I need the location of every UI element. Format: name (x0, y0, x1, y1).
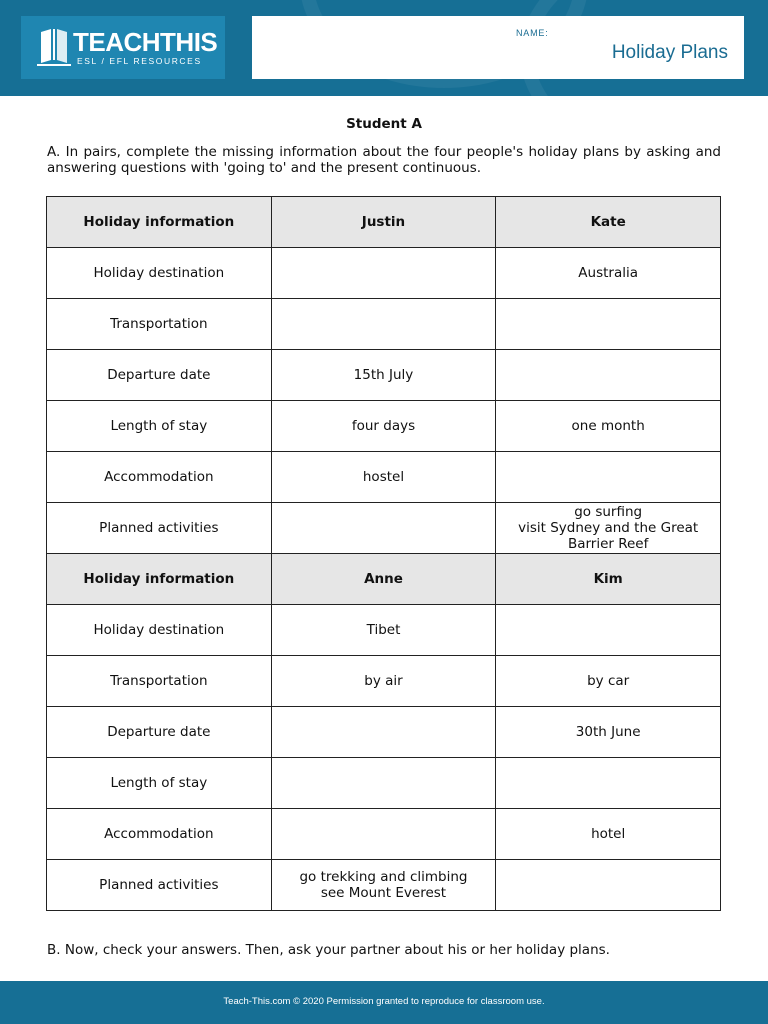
table-row (47, 809, 721, 860)
table-cell[interactable] (271, 809, 496, 860)
table-cell: go surfing visit Sydney and the Great Barrier Reef (496, 503, 721, 554)
table-cell[interactable] (271, 248, 496, 299)
header-band (0, 0, 768, 96)
table-cell[interactable] (496, 860, 721, 911)
table-cell: Australia (496, 248, 721, 299)
table-cell[interactable] (271, 503, 496, 554)
row-label-cell: Planned activities (47, 503, 272, 554)
book-icon (37, 26, 71, 66)
instructions-a: A. In pairs, complete the missing information about the four people's holiday plans by asking and answering questions with 'going to' and the present continuous. (47, 144, 721, 176)
table-cell[interactable] (496, 299, 721, 350)
table-cell[interactable] (271, 299, 496, 350)
table-header-row (47, 554, 721, 605)
table-cell[interactable] (496, 350, 721, 401)
holiday-table (46, 196, 721, 911)
logo-tagline: ESL / EFL RESOURCES (77, 56, 202, 66)
row-label-cell: Length of stay (47, 758, 272, 809)
footer-band (0, 981, 768, 1024)
table-row (47, 860, 721, 911)
logo-wordmark: TEACHTHIS (73, 27, 218, 57)
table-cell: Tibet (271, 605, 496, 656)
name-label: NAME: (516, 28, 549, 38)
table-row (47, 707, 721, 758)
table-header-cell: Holiday information (47, 197, 272, 248)
row-label-cell: Transportation (47, 299, 272, 350)
table-row (47, 452, 721, 503)
teachthis-logo (21, 16, 225, 79)
table-row (47, 248, 721, 299)
row-label-cell: Length of stay (47, 401, 272, 452)
table-row (47, 758, 721, 809)
table-row (47, 503, 721, 554)
table-cell: go trekking and climbing see Mount Everest (271, 860, 496, 911)
row-label-cell: Transportation (47, 656, 272, 707)
table-cell[interactable] (496, 605, 721, 656)
row-label-cell: Accommodation (47, 452, 272, 503)
table-row (47, 350, 721, 401)
row-label-cell: Departure date (47, 350, 272, 401)
table-row (47, 401, 721, 452)
table-cell[interactable] (496, 452, 721, 503)
table-row (47, 605, 721, 656)
table-cell[interactable] (271, 758, 496, 809)
table-cell: by air (271, 656, 496, 707)
name-field[interactable] (252, 16, 744, 79)
table-cell[interactable] (271, 707, 496, 758)
row-label-cell: Holiday destination (47, 248, 272, 299)
table-cell: hostel (271, 452, 496, 503)
table-cell: by car (496, 656, 721, 707)
table-row (47, 299, 721, 350)
table-header-cell: Justin (271, 197, 496, 248)
table-cell: 30th June (496, 707, 721, 758)
table-cell: four days (271, 401, 496, 452)
table-header-cell: Holiday information (47, 554, 272, 605)
table-header-row (47, 197, 721, 248)
footer-copyright: Teach-This.com © 2020 Permission granted to reproduce for classroom use. (223, 996, 545, 1007)
table-cell: hotel (496, 809, 721, 860)
table-header-cell: Anne (271, 554, 496, 605)
row-label-cell: Planned activities (47, 860, 272, 911)
row-label-cell: Accommodation (47, 809, 272, 860)
table-row (47, 656, 721, 707)
student-label: Student A (346, 116, 422, 132)
table-cell[interactable] (496, 758, 721, 809)
table-cell: one month (496, 401, 721, 452)
row-label-cell: Holiday destination (47, 605, 272, 656)
table-cell: 15th July (271, 350, 496, 401)
table-header-cell: Kim (496, 554, 721, 605)
instructions-b: B. Now, check your answers. Then, ask your partner about his or her holiday plans. (47, 942, 610, 958)
table-header-cell: Kate (496, 197, 721, 248)
page-title: Holiday Plans (611, 42, 728, 63)
row-label-cell: Departure date (47, 707, 272, 758)
